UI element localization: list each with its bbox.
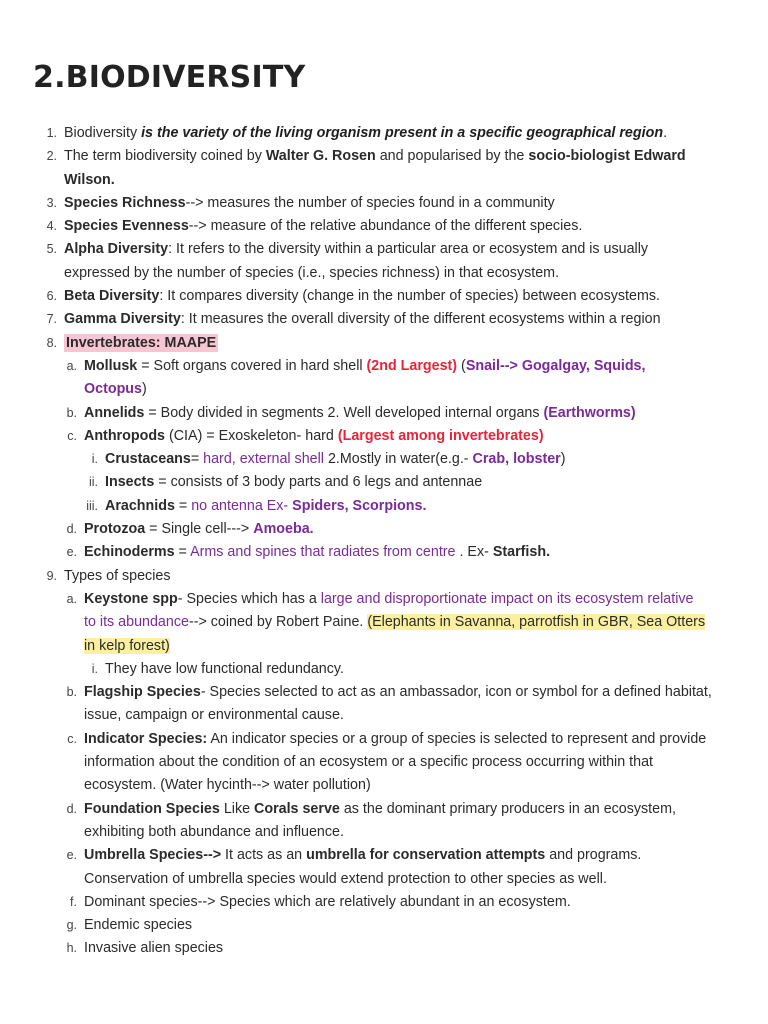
- list-marker: e.: [66, 545, 77, 560]
- text-run: =: [174, 544, 191, 561]
- text-run: Walter G. Rosen: [265, 148, 376, 165]
- text-run: exhibiting both abundance and influence.: [84, 823, 344, 840]
- list-line: [0, 937, 768, 960]
- list-line: [0, 751, 768, 774]
- text-run: Foundation Species: [84, 800, 220, 817]
- text-run: to its abundance: [84, 614, 189, 631]
- list-line: [0, 495, 768, 518]
- list-line: [0, 518, 768, 541]
- list-line: [0, 728, 768, 751]
- list-marker: d.: [66, 801, 77, 816]
- list-marker: c.: [67, 428, 77, 443]
- text-run: Anthropods: [84, 427, 165, 444]
- text-run: in kelp forest): [84, 637, 170, 654]
- text-run: Flagship Species: [84, 684, 201, 701]
- text-run: --> measure of the relative abundance of the different species.: [188, 218, 583, 235]
- text-run: Snail--> Gogalgay, Squids,: [465, 357, 646, 374]
- text-run: Protozoa: [84, 521, 146, 538]
- text-run: information about the condition of an ecosystem or a specific process occurring within that: [84, 754, 653, 771]
- text-run: = Soft organs covered in hard shell: [137, 357, 367, 374]
- text-run: and programs.: [545, 847, 642, 864]
- text-run: Alpha Diversity: [64, 241, 169, 258]
- text-run: Invertebrates: MAAPE: [66, 334, 217, 351]
- text-run: Amoeba.: [253, 521, 314, 538]
- text-run: Dominant species--> Species which are relatively abundant in an ecosystem.: [84, 893, 571, 910]
- text-run: =: [190, 451, 204, 468]
- document-body: [0, 122, 768, 961]
- list-line: [0, 378, 768, 401]
- text-run: Beta Diversity: [64, 288, 160, 305]
- list-line: [0, 425, 768, 448]
- list-line: [0, 471, 768, 494]
- list-line: [0, 238, 768, 261]
- list-marker: f.: [70, 894, 77, 909]
- list-line: [0, 145, 768, 168]
- text-run: hard, external shell: [203, 451, 324, 468]
- text-run: (Largest among invertebrates): [337, 427, 544, 444]
- text-run: Types of species: [64, 567, 171, 584]
- text-run: Wilson.: [64, 171, 115, 188]
- list-marker: i.: [91, 661, 98, 676]
- text-run: Arms and spines that radiates from centre: [190, 544, 456, 561]
- list-line: [0, 798, 768, 821]
- text-run: ): [141, 381, 147, 398]
- text-run: (CIA) = Exoskeleton- hard: [165, 427, 338, 444]
- text-run: Mollusk: [84, 357, 138, 374]
- list-line: [0, 868, 768, 891]
- text-run: (2nd Largest): [366, 357, 458, 374]
- list-marker: i.: [91, 452, 98, 467]
- list-line: [0, 192, 768, 215]
- text-run: Crab, lobster: [472, 451, 561, 468]
- text-run: It acts as an: [221, 847, 307, 864]
- list-line: [0, 308, 768, 331]
- list-line: [0, 122, 768, 145]
- list-line: [0, 355, 768, 378]
- text-run: = Body divided in segments 2. Well developed internal organs: [144, 404, 544, 421]
- list-marker: b.: [66, 405, 77, 420]
- text-run: Umbrella Species-->: [84, 847, 222, 864]
- list-marker: 6.: [46, 289, 57, 304]
- text-run: --> measures the number of species found in a community: [185, 194, 555, 211]
- text-run: 2.Mostly in water(e.g.-: [323, 451, 473, 468]
- list-marker: a.: [66, 358, 77, 373]
- text-run: = Single cell--->: [145, 521, 254, 538]
- text-run: Species Richness: [64, 194, 186, 211]
- list-line: [0, 914, 768, 937]
- list-line: [0, 332, 768, 355]
- list-line: [0, 402, 768, 425]
- list-marker: c.: [67, 731, 77, 746]
- list-line: [0, 681, 768, 704]
- list-marker: 5.: [46, 242, 57, 257]
- list-marker: b.: [66, 685, 77, 700]
- text-run: socio-biologist Edward: [528, 148, 686, 165]
- list-line: [0, 774, 768, 797]
- list-line: [0, 448, 768, 471]
- list-line: [0, 658, 768, 681]
- list-line: [0, 844, 768, 867]
- list-line: [0, 821, 768, 844]
- text-run: Octopus: [84, 381, 142, 398]
- list-marker: 9.: [46, 568, 57, 583]
- text-run: =: [174, 497, 192, 514]
- text-run: large and disproportionate impact on its ecosystem relative: [320, 590, 694, 607]
- list-line: [0, 704, 768, 727]
- text-run: - Species which has a: [177, 590, 321, 607]
- list-marker: iii.: [86, 498, 98, 513]
- text-run: (Earthworms): [543, 404, 636, 421]
- text-run: umbrella for conservation attempts: [306, 847, 546, 864]
- list-marker: 8.: [46, 335, 57, 350]
- text-run: Keystone spp: [84, 590, 178, 607]
- text-run: - Species selected to act as an ambassador, icon or symbol for a defined habitat,: [200, 684, 712, 701]
- text-run: Endemic species: [84, 917, 193, 934]
- document-title: 2.BIODIVERSITY: [33, 60, 306, 95]
- text-run: Corals serve: [254, 800, 340, 817]
- list-marker: 7.: [46, 312, 57, 327]
- list-line: [0, 891, 768, 914]
- list-marker: 2.: [46, 149, 57, 164]
- text-run: Conservation of umbrella species would extend protection to other species as well.: [84, 870, 607, 887]
- text-run: Spiders, Scorpions.: [292, 497, 427, 514]
- list-line: [0, 541, 768, 564]
- list-marker: a.: [66, 591, 77, 606]
- list-marker: h.: [66, 941, 77, 956]
- text-run: They have low functional redundancy.: [105, 660, 344, 677]
- text-run: --> coined by Robert Paine.: [188, 614, 368, 631]
- text-run: Starfish.: [492, 544, 551, 561]
- list-line: [0, 565, 768, 588]
- text-run: An indicator species or a group of species is selected to represent and provide: [207, 730, 707, 747]
- text-run: : It compares diversity (change in the number of species) between ecosystems.: [159, 288, 660, 305]
- text-run: Species Evenness: [64, 218, 189, 235]
- list-line: [0, 611, 768, 634]
- text-run: Arachnids: [105, 497, 175, 514]
- text-run: as the dominant primary producers in an ecosystem,: [339, 800, 676, 817]
- text-run: : It refers to the diversity within a particular area or ecosystem and is usually: [168, 241, 649, 258]
- text-run: . Ex-: [455, 544, 493, 561]
- list-line: [0, 588, 768, 611]
- list-line: [0, 215, 768, 238]
- text-run: .: [663, 125, 668, 141]
- text-run: Insects: [105, 474, 155, 491]
- list-marker: 3.: [46, 195, 57, 210]
- list-marker: d.: [66, 522, 77, 537]
- text-run: Echinoderms: [84, 544, 175, 561]
- text-run: (: [457, 357, 466, 374]
- text-run: and popularised by the: [375, 148, 529, 165]
- text-run: expressed by the number of species (i.e., species richness) in that ecosystem.: [64, 264, 560, 281]
- text-run: Crustaceans: [105, 451, 191, 468]
- list-line: [0, 285, 768, 308]
- text-run: ecosystem. (Water hycinth--> water pollution): [84, 777, 371, 794]
- text-run: = consists of 3 body parts and 6 legs and antennae: [154, 474, 483, 491]
- text-run: ): [560, 451, 566, 468]
- text-run: no antenna Ex-: [191, 497, 293, 514]
- text-run: issue, campaign or environmental cause.: [84, 707, 344, 724]
- list-line: [0, 169, 768, 192]
- text-run: The term biodiversity coined by: [64, 148, 266, 165]
- text-run: Like: [219, 800, 255, 817]
- text-run: Indicator Species:: [84, 730, 208, 747]
- text-run: (Elephants in Savanna, parrotfish in GBR, Sea Otters: [367, 614, 706, 631]
- text-run: Annelids: [84, 404, 145, 421]
- list-marker: g.: [66, 918, 77, 933]
- text-run: Invasive alien species: [84, 940, 224, 957]
- list-line: [0, 635, 768, 658]
- list-marker: 1.: [46, 126, 57, 140]
- list-marker: e.: [66, 848, 77, 863]
- text-run: Biodiversity: [64, 125, 142, 141]
- text-run: : It measures the overall diversity of the different ecosystems within a region: [180, 311, 661, 328]
- list-marker: 4.: [46, 219, 57, 234]
- list-line: [0, 262, 768, 285]
- text-run: is the variety of the living organism present in a specific geographical region: [141, 125, 664, 141]
- list-marker: ii.: [88, 475, 98, 490]
- text-run: Gamma Diversity: [64, 311, 181, 328]
